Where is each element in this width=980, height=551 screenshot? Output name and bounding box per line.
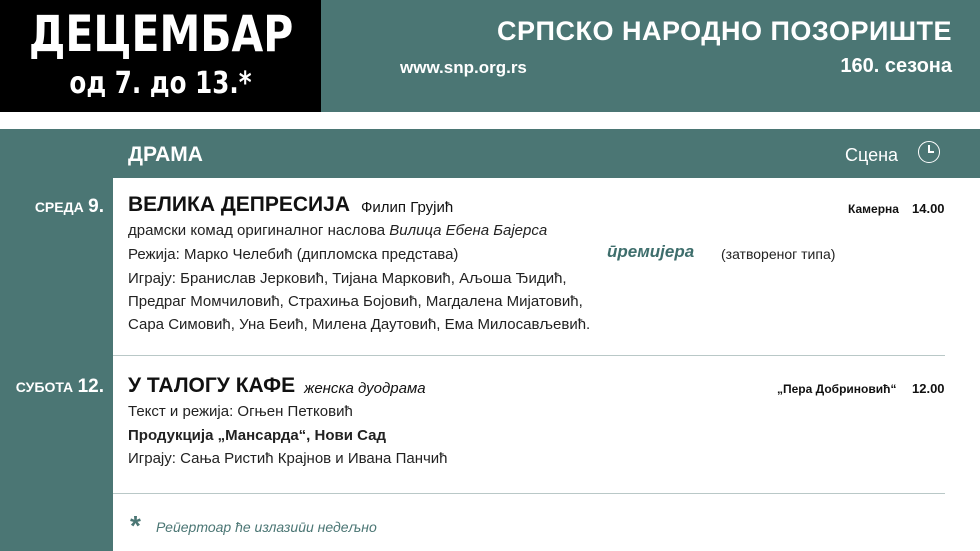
row-divider bbox=[113, 493, 945, 494]
month-title: ДЕЦЕМБАР bbox=[28, 5, 294, 63]
asterisk-icon: * bbox=[130, 510, 141, 541]
description-text: драмски комад оригиналног наслова bbox=[128, 222, 390, 239]
show-time: 14.00 bbox=[912, 201, 945, 216]
show-subtitle: женска дуодрама bbox=[304, 380, 426, 397]
premiere-note: (затвореног типа) bbox=[721, 246, 836, 262]
show-cast-line: Предраг Момчиловић, Страхиња Бојовић, Магдалена Мијатовић, bbox=[128, 293, 583, 310]
original-title: Вилица Ебена Бајерса bbox=[389, 222, 548, 239]
premiere-label: ӣремијера bbox=[607, 242, 695, 261]
day-label-saturday bbox=[0, 376, 104, 398]
show-venue: Камерна bbox=[848, 202, 899, 216]
season-label: 160. сезона bbox=[840, 55, 952, 77]
theatre-name: СРПСКО НАРОДНО ПОЗОРИШТЕ bbox=[497, 16, 952, 46]
row-divider bbox=[113, 355, 945, 356]
show-title: ВЕЛИКА ДЕПРЕСИЈА bbox=[128, 193, 350, 216]
day-name: СРЕДА bbox=[34, 199, 84, 215]
show-description bbox=[128, 222, 547, 239]
day-number: 9. bbox=[88, 196, 104, 217]
stage-column-label: Сцена bbox=[845, 145, 899, 165]
show-cast-line: Играју: Бранислав Јерковић, Тијана Марковић, Аљоша Ђидић, bbox=[128, 270, 567, 287]
show-cast-line: Сара Симовић, Уна Беић, Милена Даутовић, Ема Милосављевић. bbox=[128, 316, 591, 333]
website-link[interactable]: www.snp.org.rs bbox=[400, 58, 527, 77]
show-title: У ТАЛОГУ КАФЕ bbox=[128, 374, 296, 397]
show-credits: Текст и режија: Огњен Петковић bbox=[128, 403, 353, 420]
genre-title: ДРАМА bbox=[128, 143, 203, 166]
month-box bbox=[0, 0, 321, 112]
show-time: 12.00 bbox=[912, 381, 945, 396]
show-cast-line: Играју: Сања Ристић Крајнов и Ивана Панчић bbox=[128, 450, 448, 467]
day-name: СУБОТА bbox=[15, 379, 74, 395]
clock-icon bbox=[918, 141, 940, 163]
date-range: од 7. до 13.* bbox=[69, 66, 252, 101]
day-label-wednesday bbox=[0, 196, 104, 218]
footnote-text: Реӣертоар ће излазиӣи недељно bbox=[156, 519, 377, 535]
show-director: Режија: Марко Челебић (дипломска представа) bbox=[128, 246, 459, 263]
day-number: 12. bbox=[77, 376, 104, 397]
show-venue: „Пера Добриновић“ bbox=[777, 382, 897, 396]
show-author: Филип Грујић bbox=[361, 199, 454, 216]
show-production: Продукција „Мансарда“, Нови Сад bbox=[128, 427, 387, 444]
